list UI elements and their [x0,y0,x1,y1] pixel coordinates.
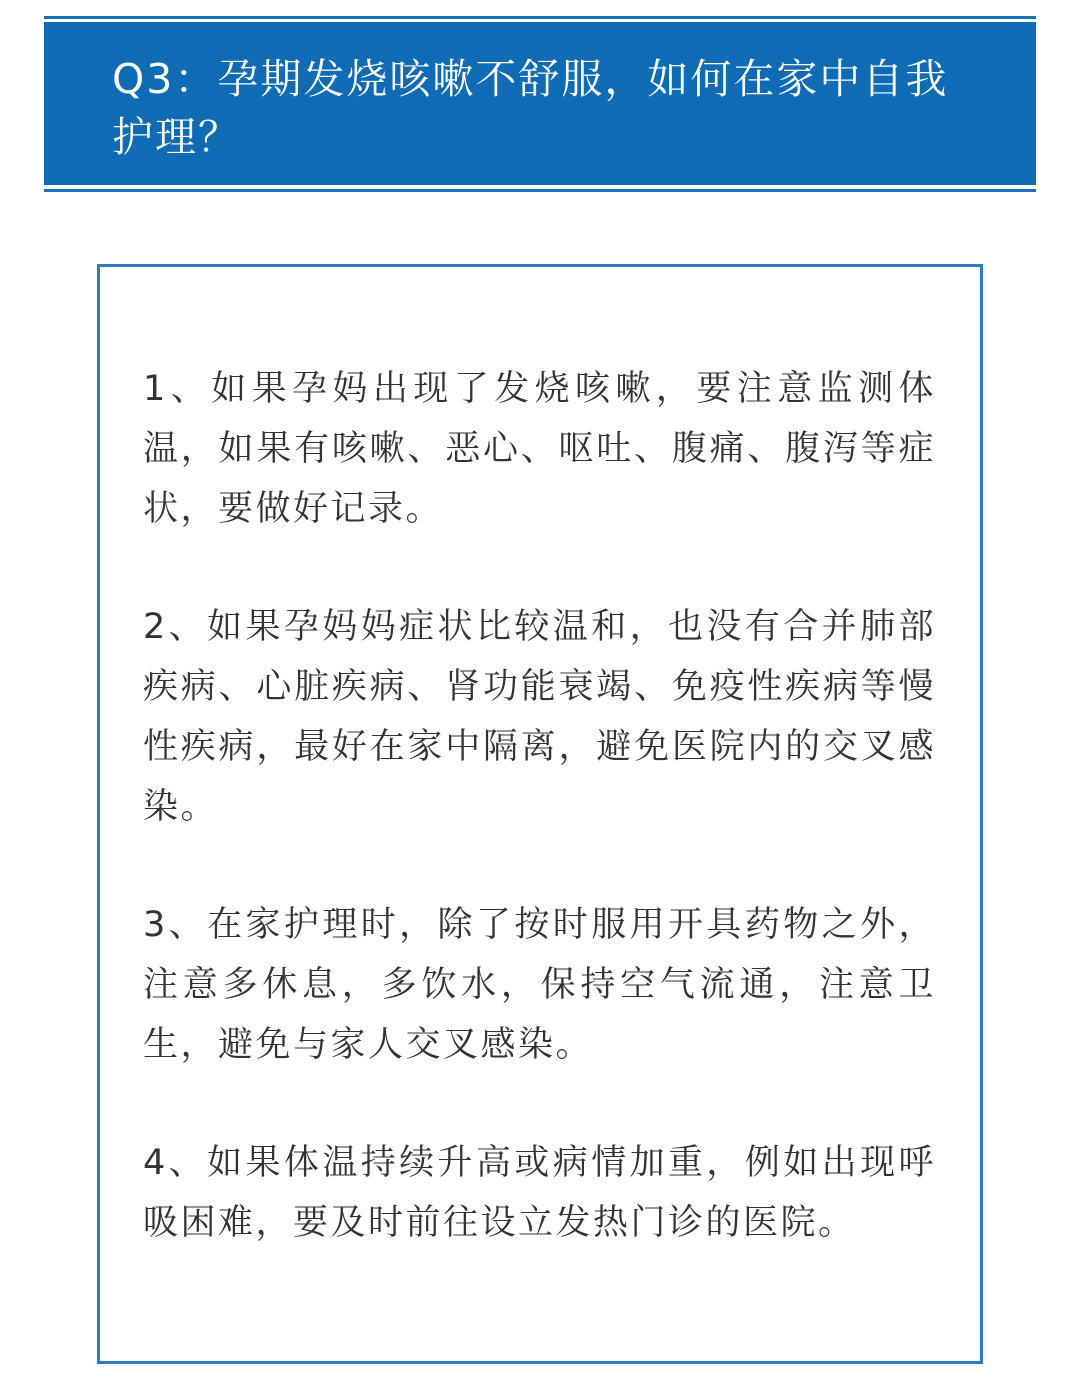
header-top-rule [44,16,1036,19]
answer-paragraph-3: 3、在家护理时，除了按时服用开具药物之外，注意多休息，多饮水，保持空气流通，注意卫生，避免与家人交叉感染。 [143,905,936,1065]
answer-paragraph-4: 4、如果体温持续升高或病情加重，例如出现呼吸困难，要及时前往设立发热门诊的医院。 [143,1143,936,1243]
answer-paragraph-2: 2、如果孕妈妈症状比较温和，也没有合并肺部疾病、心脏疾病、肾功能衰竭、免疫性疾病等慢性疾病，最好在家中隔离，避免医院内的交叉感染。 [143,607,936,827]
question-title: Q3：孕期发烧咳嗽不舒服，如何在家中自我护理？ [112,55,949,161]
question-header [44,22,1036,185]
answer-paragraph-1: 1、如果孕妈出现了发烧咳嗽，要注意监测体温，如果有咳嗽、恶心、呕吐、腹痛、腹泻等症状，要做好记录。 [143,369,936,529]
answer-box [97,264,983,1364]
header-bottom-rule [44,189,1036,192]
